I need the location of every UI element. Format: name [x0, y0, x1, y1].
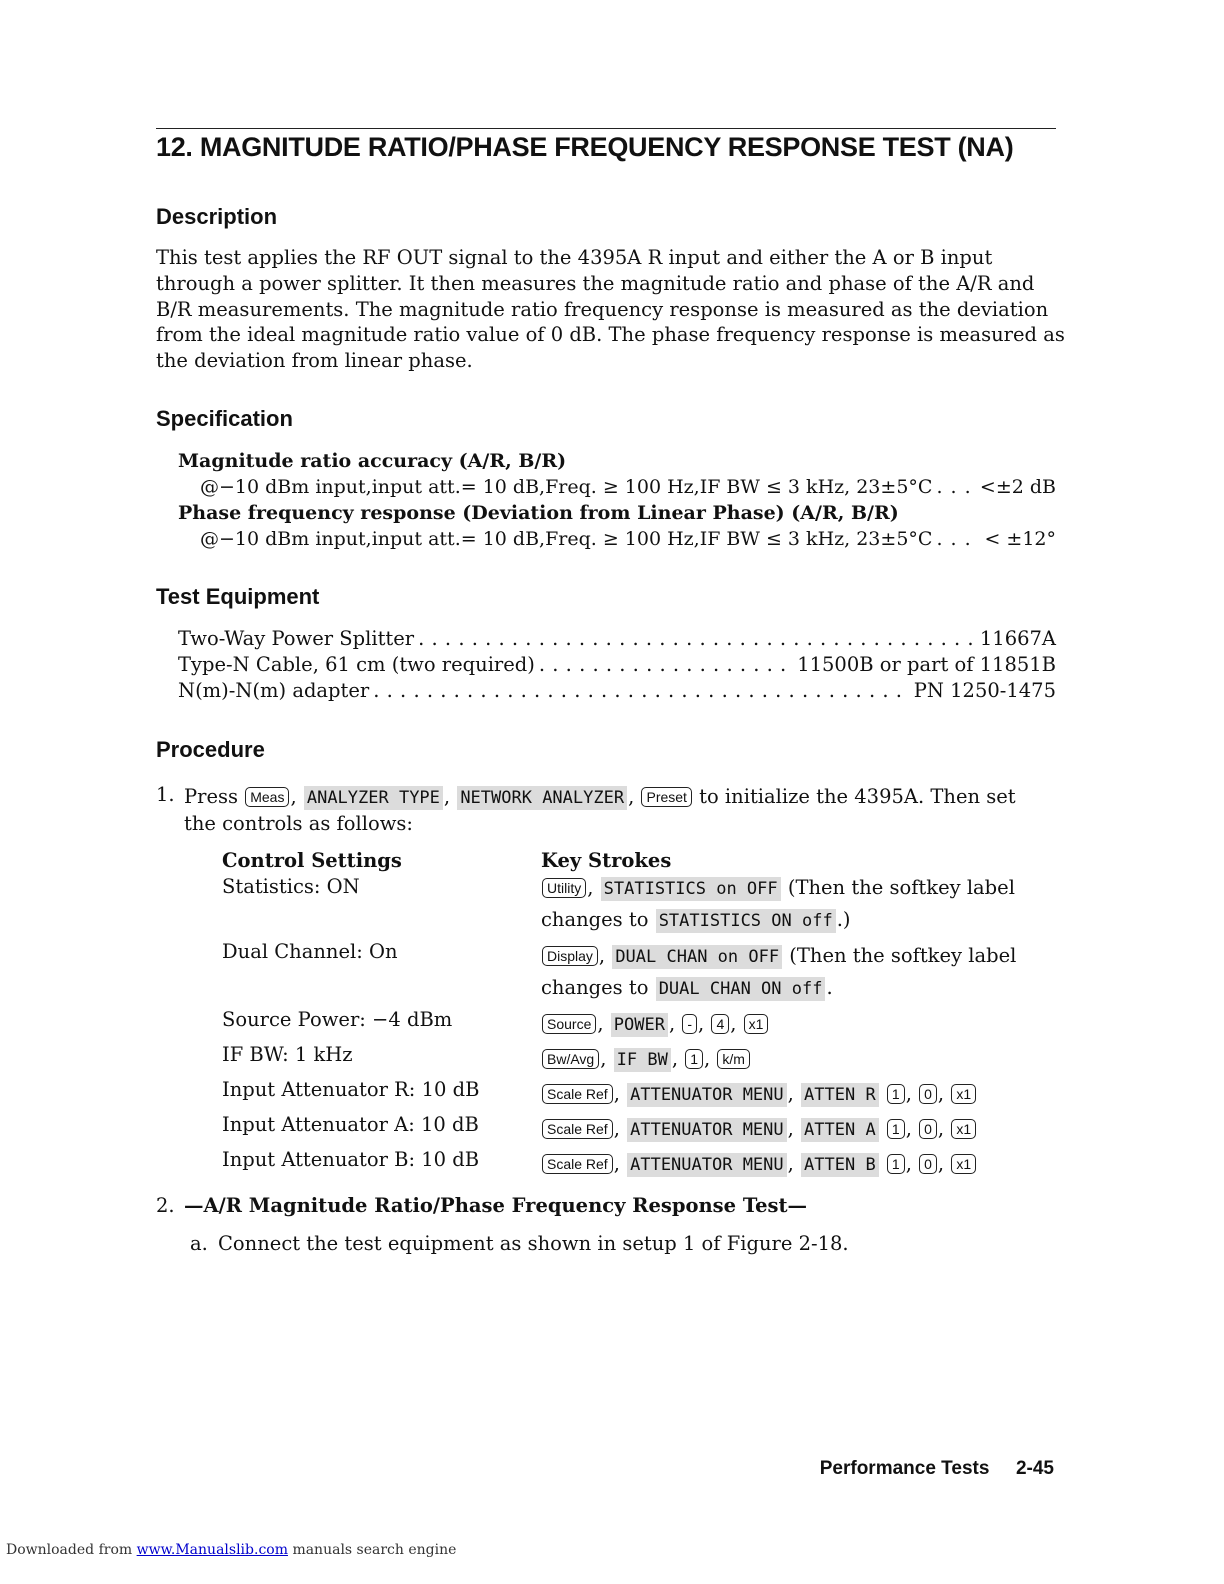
setting-statistics: Statistics: ON [222, 875, 360, 898]
specification-heading: Specification [156, 406, 293, 431]
step-2a-number: a. [190, 1232, 208, 1255]
setting-atten-a: Input Attenuator A: 10 dB [222, 1113, 479, 1136]
keys-dual-channel-cont: changes to DUAL CHAN ON off . [541, 976, 833, 999]
dot-leader [539, 653, 793, 676]
spec-line-phase [200, 528, 1056, 550]
step-1-number: 1. [156, 783, 175, 806]
procedure-heading: Procedure [156, 737, 265, 762]
x1-key[interactable]: x1 [951, 1154, 976, 1174]
setting-atten-r: Input Attenuator R: 10 dB [222, 1078, 480, 1101]
dot-leader [373, 679, 910, 702]
spec-value: <±2 dB [979, 476, 1056, 498]
then-label-text: (Then the softkey label [787, 876, 1015, 899]
description-line: through a power splitter. It then measures the magnitude ratio and phase of the A/R and [156, 271, 1035, 295]
atten-a-softkey[interactable]: ATTEN A [801, 1118, 879, 1142]
keys-dual-channel: Display , DUAL CHAN on OFF (Then the softkey label [541, 944, 1016, 969]
step-2-number: 2. [156, 1194, 175, 1217]
setting-dual-channel: Dual Channel: On [222, 940, 398, 963]
one-key[interactable]: 1 [685, 1049, 703, 1069]
footer-page-number: 2-45 [1015, 1458, 1054, 1479]
attenuator-menu-softkey[interactable]: ATTENUATOR MENU [627, 1118, 787, 1142]
keys-atten-r: Scale Ref , ATTENUATOR MENU , ATTEN R 1 , 0 , x1 [541, 1082, 977, 1107]
step-1-line-1: Press Meas , ANALYZER TYPE , NETWORK ANALYZER , Preset to initialize the 4395A. Then set [184, 785, 1016, 808]
dot-leader [418, 627, 976, 650]
dot-leader [936, 528, 980, 550]
control-settings-header: Control Settings [222, 849, 402, 872]
step-1-text: to initialize the 4395A. Then set [699, 785, 1016, 808]
bw-avg-hardkey[interactable]: Bw/Avg [542, 1049, 599, 1069]
attenuator-menu-softkey[interactable]: ATTENUATOR MENU [627, 1083, 787, 1107]
download-suffix: manuals search engine [292, 1542, 457, 1558]
dual-chan-softkey[interactable]: DUAL CHAN on OFF [612, 945, 782, 969]
zero-key[interactable]: 0 [919, 1154, 937, 1174]
analyzer-type-softkey[interactable]: ANALYZER TYPE [304, 786, 443, 810]
utility-hardkey[interactable]: Utility [542, 878, 586, 898]
keys-if-bw: Bw/Avg , IF BW , 1 , k/m [541, 1047, 751, 1072]
one-key[interactable]: 1 [887, 1154, 905, 1174]
step-2a-text: Connect the test equipment as shown in setup 1 of Figure 2-18. [218, 1232, 849, 1255]
statistics-on-softkey[interactable]: STATISTICS ON off [656, 909, 836, 933]
keys-statistics: Utility , STATISTICS on OFF (Then the softkey label [541, 876, 1015, 901]
display-hardkey[interactable]: Display [542, 946, 598, 966]
setting-atten-b: Input Attenuator B: 10 dB [222, 1148, 480, 1171]
scale-ref-hardkey[interactable]: Scale Ref [542, 1154, 613, 1174]
dual-chan-on-softkey[interactable]: DUAL CHAN ON off [656, 977, 826, 1001]
four-key[interactable]: 4 [711, 1014, 729, 1034]
equipment-item [178, 653, 1056, 676]
one-key[interactable]: 1 [887, 1119, 905, 1139]
equipment-part: 11500B or part of 11851B [797, 653, 1056, 676]
spec-line-magnitude [200, 476, 1056, 498]
one-key[interactable]: 1 [887, 1084, 905, 1104]
k-m-key[interactable]: k/m [717, 1049, 750, 1069]
changes-to-text: changes to [541, 908, 649, 931]
x1-key[interactable]: x1 [951, 1084, 976, 1104]
equipment-item [178, 627, 1056, 650]
changes-to-text: changes to [541, 976, 649, 999]
equipment-name: Type-N Cable, 61 cm (two required) [178, 653, 535, 676]
page-title: 12. MAGNITUDE RATIO/PHASE FREQUENCY RESPONSE TEST (NA) [156, 132, 1014, 162]
spec-value: < ±12° [984, 528, 1056, 550]
minus-key[interactable]: - [682, 1014, 697, 1034]
meas-hardkey[interactable]: Meas [245, 787, 289, 807]
equipment-item [178, 679, 1056, 702]
manualslib-link[interactable]: www.Manualslib.com [136, 1542, 288, 1558]
description-heading: Description [156, 204, 278, 229]
description-line: B/R measurements. The magnitude ratio frequency response is measured as the deviation [156, 297, 1049, 321]
step-1-press: Press [184, 785, 238, 808]
x1-key[interactable]: x1 [951, 1119, 976, 1139]
key-strokes-header: Key Strokes [541, 849, 672, 872]
spec-name-magnitude: Magnitude ratio accuracy (A/R, B/R) [178, 450, 567, 472]
then-label-text: (Then the softkey label [789, 944, 1017, 967]
atten-r-softkey[interactable]: ATTEN R [801, 1083, 879, 1107]
equipment-name: N(m)-N(m) adapter [178, 679, 370, 702]
zero-key[interactable]: 0 [919, 1084, 937, 1104]
description-line: This test applies the RF OUT signal to the 4395A R input and either the A or B input [156, 246, 993, 269]
keys-atten-b: Scale Ref , ATTENUATOR MENU , ATTEN B 1 , 0 , x1 [541, 1152, 977, 1177]
setting-source-power: Source Power: −4 dBm [222, 1008, 453, 1031]
dot-leader [936, 476, 975, 498]
keys-statistics-cont: changes to STATISTICS ON off .) [541, 908, 851, 931]
scale-ref-hardkey[interactable]: Scale Ref [542, 1084, 613, 1104]
equipment-name: Two-Way Power Splitter [178, 627, 415, 650]
network-analyzer-softkey[interactable]: NETWORK ANALYZER [457, 786, 627, 810]
zero-key[interactable]: 0 [919, 1119, 937, 1139]
spec-name-phase: Phase frequency response (Deviation from Linear Phase) (A/R, B/R) [178, 502, 899, 524]
download-prefix: Downloaded from [6, 1542, 133, 1558]
atten-b-softkey[interactable]: ATTEN B [801, 1153, 879, 1177]
keys-atten-a: Scale Ref , ATTENUATOR MENU , ATTEN A 1 , 0 , x1 [541, 1117, 977, 1142]
spec-condition: @−10 dBm input,input att.= 10 dB,Freq. ≥ 100 Hz,IF BW ≤ 3 kHz, 23±5°C [200, 476, 933, 498]
download-notice [6, 1542, 456, 1558]
title-rule [156, 128, 1056, 129]
description-paragraph [156, 245, 1065, 374]
if-bw-softkey[interactable]: IF BW [614, 1048, 671, 1072]
spec-condition: @−10 dBm input,input att.= 10 dB,Freq. ≥ 100 Hz,IF BW ≤ 3 kHz, 23±5°C [200, 528, 933, 550]
x1-key[interactable]: x1 [744, 1014, 769, 1034]
page-footer [820, 1458, 1054, 1480]
step-1-line-2: the controls as follows: [184, 812, 413, 835]
description-line: the deviation from linear phase. [156, 349, 473, 373]
attenuator-menu-softkey[interactable]: ATTENUATOR MENU [627, 1153, 787, 1177]
step-2-title: —A/R Magnitude Ratio/Phase Frequency Response Test— [184, 1194, 808, 1217]
description-line: from the ideal magnitude ratio value of 0 dB. The phase frequency response is measured as [156, 323, 1065, 347]
setting-if-bw: IF BW: 1 kHz [222, 1043, 353, 1066]
statistics-softkey[interactable]: STATISTICS on OFF [601, 877, 781, 901]
scale-ref-hardkey[interactable]: Scale Ref [542, 1119, 613, 1139]
footer-section: Performance Tests [819, 1458, 990, 1479]
source-hardkey[interactable]: Source [542, 1014, 596, 1034]
equipment-part: 11667A [979, 627, 1056, 650]
keys-source-power: Source , POWER , - , 4 , x1 [541, 1012, 769, 1037]
equipment-heading: Test Equipment [156, 584, 320, 609]
power-softkey[interactable]: POWER [611, 1013, 668, 1037]
equipment-part: PN 1250-1475 [913, 679, 1056, 702]
preset-hardkey[interactable]: Preset [641, 787, 691, 807]
